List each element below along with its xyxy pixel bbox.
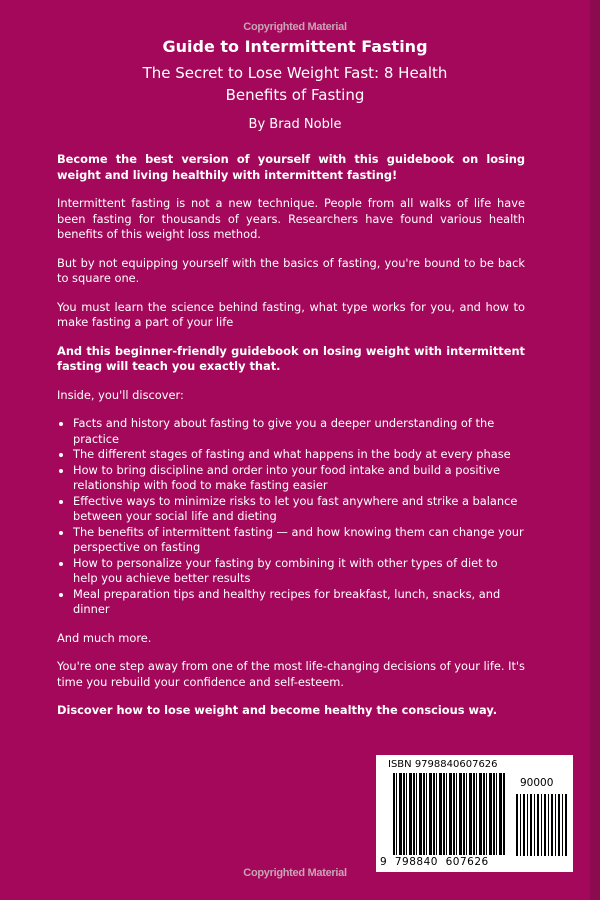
benefits-list xyxy=(57,416,525,618)
paragraph: But by not equipping yourself with the basics of fasting, you're bound to be back to square one. xyxy=(57,255,525,285)
subtitle-line: The Secret to Lose Weight Fast: 8 Health xyxy=(142,64,448,82)
list-item: • How to bring discipline and order into your food intake and build a positive relationship with food to make fasting easier xyxy=(73,463,525,494)
addon-bars xyxy=(516,794,568,856)
barcode-bars xyxy=(393,773,505,855)
barcode-digits: 9 798840 607626 xyxy=(380,856,510,868)
paragraph: Inside, you'll discover: xyxy=(57,387,184,402)
book-subtitle xyxy=(0,62,590,106)
watermark-bottom: Copyrighted Material xyxy=(243,867,347,879)
paragraph: Intermittent fasting is not a new technique. People from all walks of life have been fasting for thousands of years. Researchers have found various health benefits of this weight loss method. xyxy=(57,196,525,241)
book-title: Guide to Intermittent Fasting xyxy=(162,37,428,56)
list-item: • Meal preparation tips and healthy recipes for breakfast, lunch, snacks, and dinner xyxy=(73,587,525,618)
paragraph: And much more. xyxy=(57,630,152,645)
list-item: • Facts and history about fasting to give you a deeper understanding of the practice xyxy=(73,416,525,447)
intro-bold: Become the best version of yourself with this guidebook on losing weight and living healthily with intermittent fasting! xyxy=(57,152,525,182)
list-item: • How to personalize your fasting by combining it with other types of diet to help you achieve better results xyxy=(73,556,525,587)
price-addon: 90000 xyxy=(520,777,554,789)
paragraph-bold: And this beginner-friendly guidebook on losing weight with intermittent fasting will teach you exactly that. xyxy=(57,343,525,373)
subtitle-line: Benefits of Fasting xyxy=(225,86,365,104)
spine-edge xyxy=(590,0,600,900)
list-item: • Effective ways to minimize risks to let you fast anywhere and strike a balance between your social life and dieting xyxy=(73,494,525,525)
paragraph: You must learn the science behind fasting, what type works for you, and how to make fasting a part of your life xyxy=(57,299,525,329)
isbn-label: ISBN 9798840607626 xyxy=(388,759,498,770)
watermark-top: Copyrighted Material xyxy=(243,21,347,33)
author: By Brad Noble xyxy=(248,117,342,132)
list-item: • The different stages of fasting and what happens in the body at every phase xyxy=(73,447,525,463)
list-item: • The benefits of intermittent fasting — and how knowing them can change your perspective on fasting xyxy=(73,525,525,556)
paragraph: You're one step away from one of the most life-changing decisions of your life. It's time you rebuild your confidence and self-esteem. xyxy=(57,659,525,689)
blurb xyxy=(57,152,525,732)
closing-bold: Discover how to lose weight and become healthy the conscious way. xyxy=(57,703,498,717)
barcode-box xyxy=(376,755,573,872)
